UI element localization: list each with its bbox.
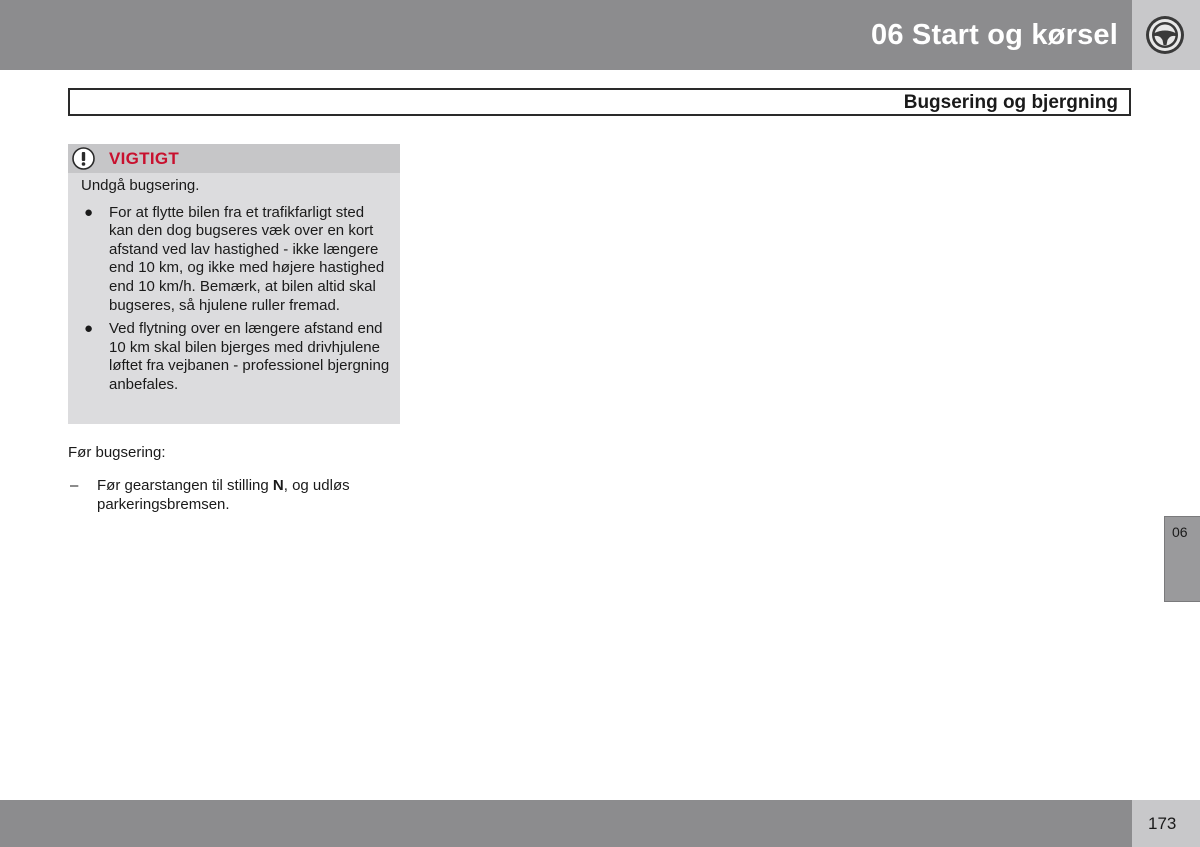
notice-label: VIGTIGT: [109, 149, 180, 168]
list-item: [81, 204, 391, 316]
chapter-title: 06 Start og kørsel: [871, 19, 1118, 51]
step-text-after: , og udløs parkeringsbremsen.: [97, 476, 350, 513]
bullet-icon: ●: [84, 203, 94, 221]
chapter-side-tab: [1164, 516, 1200, 602]
notice-bullet-list: [81, 204, 391, 395]
page-number: 173: [1148, 814, 1177, 833]
section-heading-box: [68, 88, 1131, 116]
step-text-before: Før gearstangen til stilling: [97, 476, 273, 494]
main-text: [68, 443, 403, 515]
side-tab-label: 06: [1172, 524, 1188, 540]
step-item: [68, 476, 403, 515]
important-notice-box: [68, 144, 400, 424]
dash-marker: –: [70, 476, 79, 494]
notice-intro: Undgå bugsering.: [81, 177, 200, 194]
notice-body: [81, 177, 391, 400]
bullet-text: Ved flytning over en længere afstand end 10 km skal bilen bjerges med drivhjulene løftet fra vejbanen - professionel bjergning anbefales.: [109, 320, 390, 393]
footer-bar: [0, 800, 1132, 847]
list-item: [81, 320, 391, 394]
exclamation-circle-icon: [72, 147, 95, 170]
steering-wheel-icon: [1144, 14, 1186, 56]
chapter-icon-box: [1132, 0, 1200, 70]
notice-header: [68, 144, 400, 173]
gear-position: N: [272, 476, 284, 494]
body-intro: Før bugsering:: [68, 444, 166, 461]
chapter-header-bar: [0, 0, 1132, 70]
bullet-icon: ●: [84, 320, 94, 338]
section-title: Bugsering og bjergning: [903, 92, 1118, 113]
page-number-box: [1132, 800, 1200, 847]
bullet-text: For at flytte bilen fra et trafikfarligt sted kan den dog bugseres væk over en kort afstand ved lav hastighed - ikke længere end 10 km, og ikke med højere hastighed end 10 km/h. Bemærk, at bilen altid skal bugseres, så hjulene ruller fremad.: [109, 203, 385, 314]
